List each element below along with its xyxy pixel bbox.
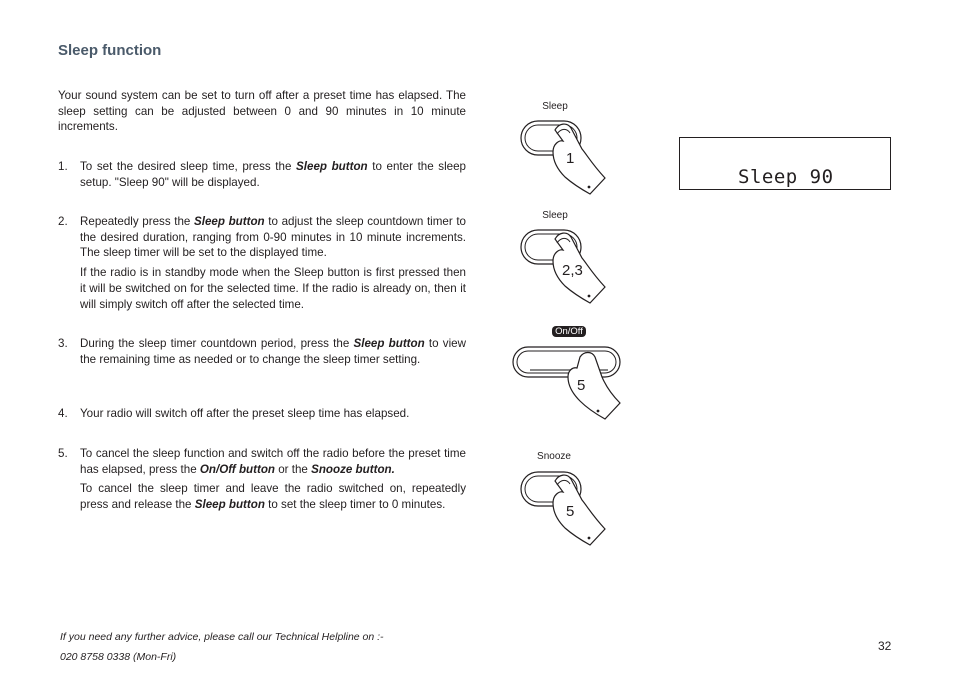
sleep-button-label: Sleep	[542, 210, 568, 221]
step-callout: 5	[577, 377, 586, 394]
step-4	[58, 406, 466, 422]
footer-phone: 020 8758 0338 (Mon-Fri)	[60, 651, 177, 663]
step-note: If the radio is in standby mode when the Sleep button is first pressed then it will be switched on for the selected time. If the radio is already on, then it will simply switch off after the selected time.	[80, 266, 466, 311]
step-number: 2.	[58, 215, 68, 228]
sleep-button-label: Sleep	[542, 101, 568, 112]
step-text: Repeatedly press the Sleep button to adjust the sleep countdown timer to the desired duration, ranging from 0-90 minutes in 10 minute increments. The sleep timer will be set to the displayed time.	[80, 215, 467, 260]
step-number: 3.	[58, 337, 68, 350]
page-number: 32	[878, 639, 892, 653]
onoff-button-press-icon	[510, 343, 630, 423]
footer	[60, 627, 384, 667]
step-5	[58, 446, 466, 513]
step-1	[58, 159, 466, 190]
step-text: To cancel the sleep function and switch off the radio before the preset time has elapsed, press the On/Off button or the Snooze button.	[80, 447, 466, 476]
step-note: To cancel the sleep timer and leave the radio switched on, repeatedly press and release the Sleep button to set the sleep timer to 0 minutes.	[80, 482, 466, 512]
page-title: Sleep function	[58, 42, 162, 59]
step-callout: 5	[566, 503, 575, 520]
step-number: 4.	[58, 407, 68, 420]
onoff-button-label: On/Off	[549, 326, 589, 338]
step-2	[58, 214, 466, 312]
step-text: During the sleep timer countdown period, press the Sleep button to view the remaining time as needed or to change the sleep timer setting.	[80, 337, 467, 366]
step-number: 1.	[58, 160, 68, 173]
lcd-display	[679, 137, 891, 190]
step-callout: 2,3	[562, 262, 583, 279]
intro-paragraph: Your sound system can be set to turn off after a preset time has elapsed. The sleep setting can be adjusted between 0 and 90 minutes in 10 minute increments.	[58, 89, 466, 134]
lcd-text: Sleep 90	[738, 166, 834, 188]
step-text: To set the desired sleep time, press the Sleep button to enter the sleep setup. "Sleep 90" will be displayed.	[80, 160, 467, 189]
snooze-button-label: Snooze	[537, 451, 571, 462]
step-3	[58, 336, 466, 367]
footer-helpline-text: If you need any further advice, please call our Technical Helpline on :-	[60, 631, 384, 643]
step-number: 5.	[58, 447, 68, 460]
step-callout: 1	[566, 150, 575, 167]
step-text: Your radio will switch off after the preset sleep time has elapsed.	[80, 407, 410, 420]
